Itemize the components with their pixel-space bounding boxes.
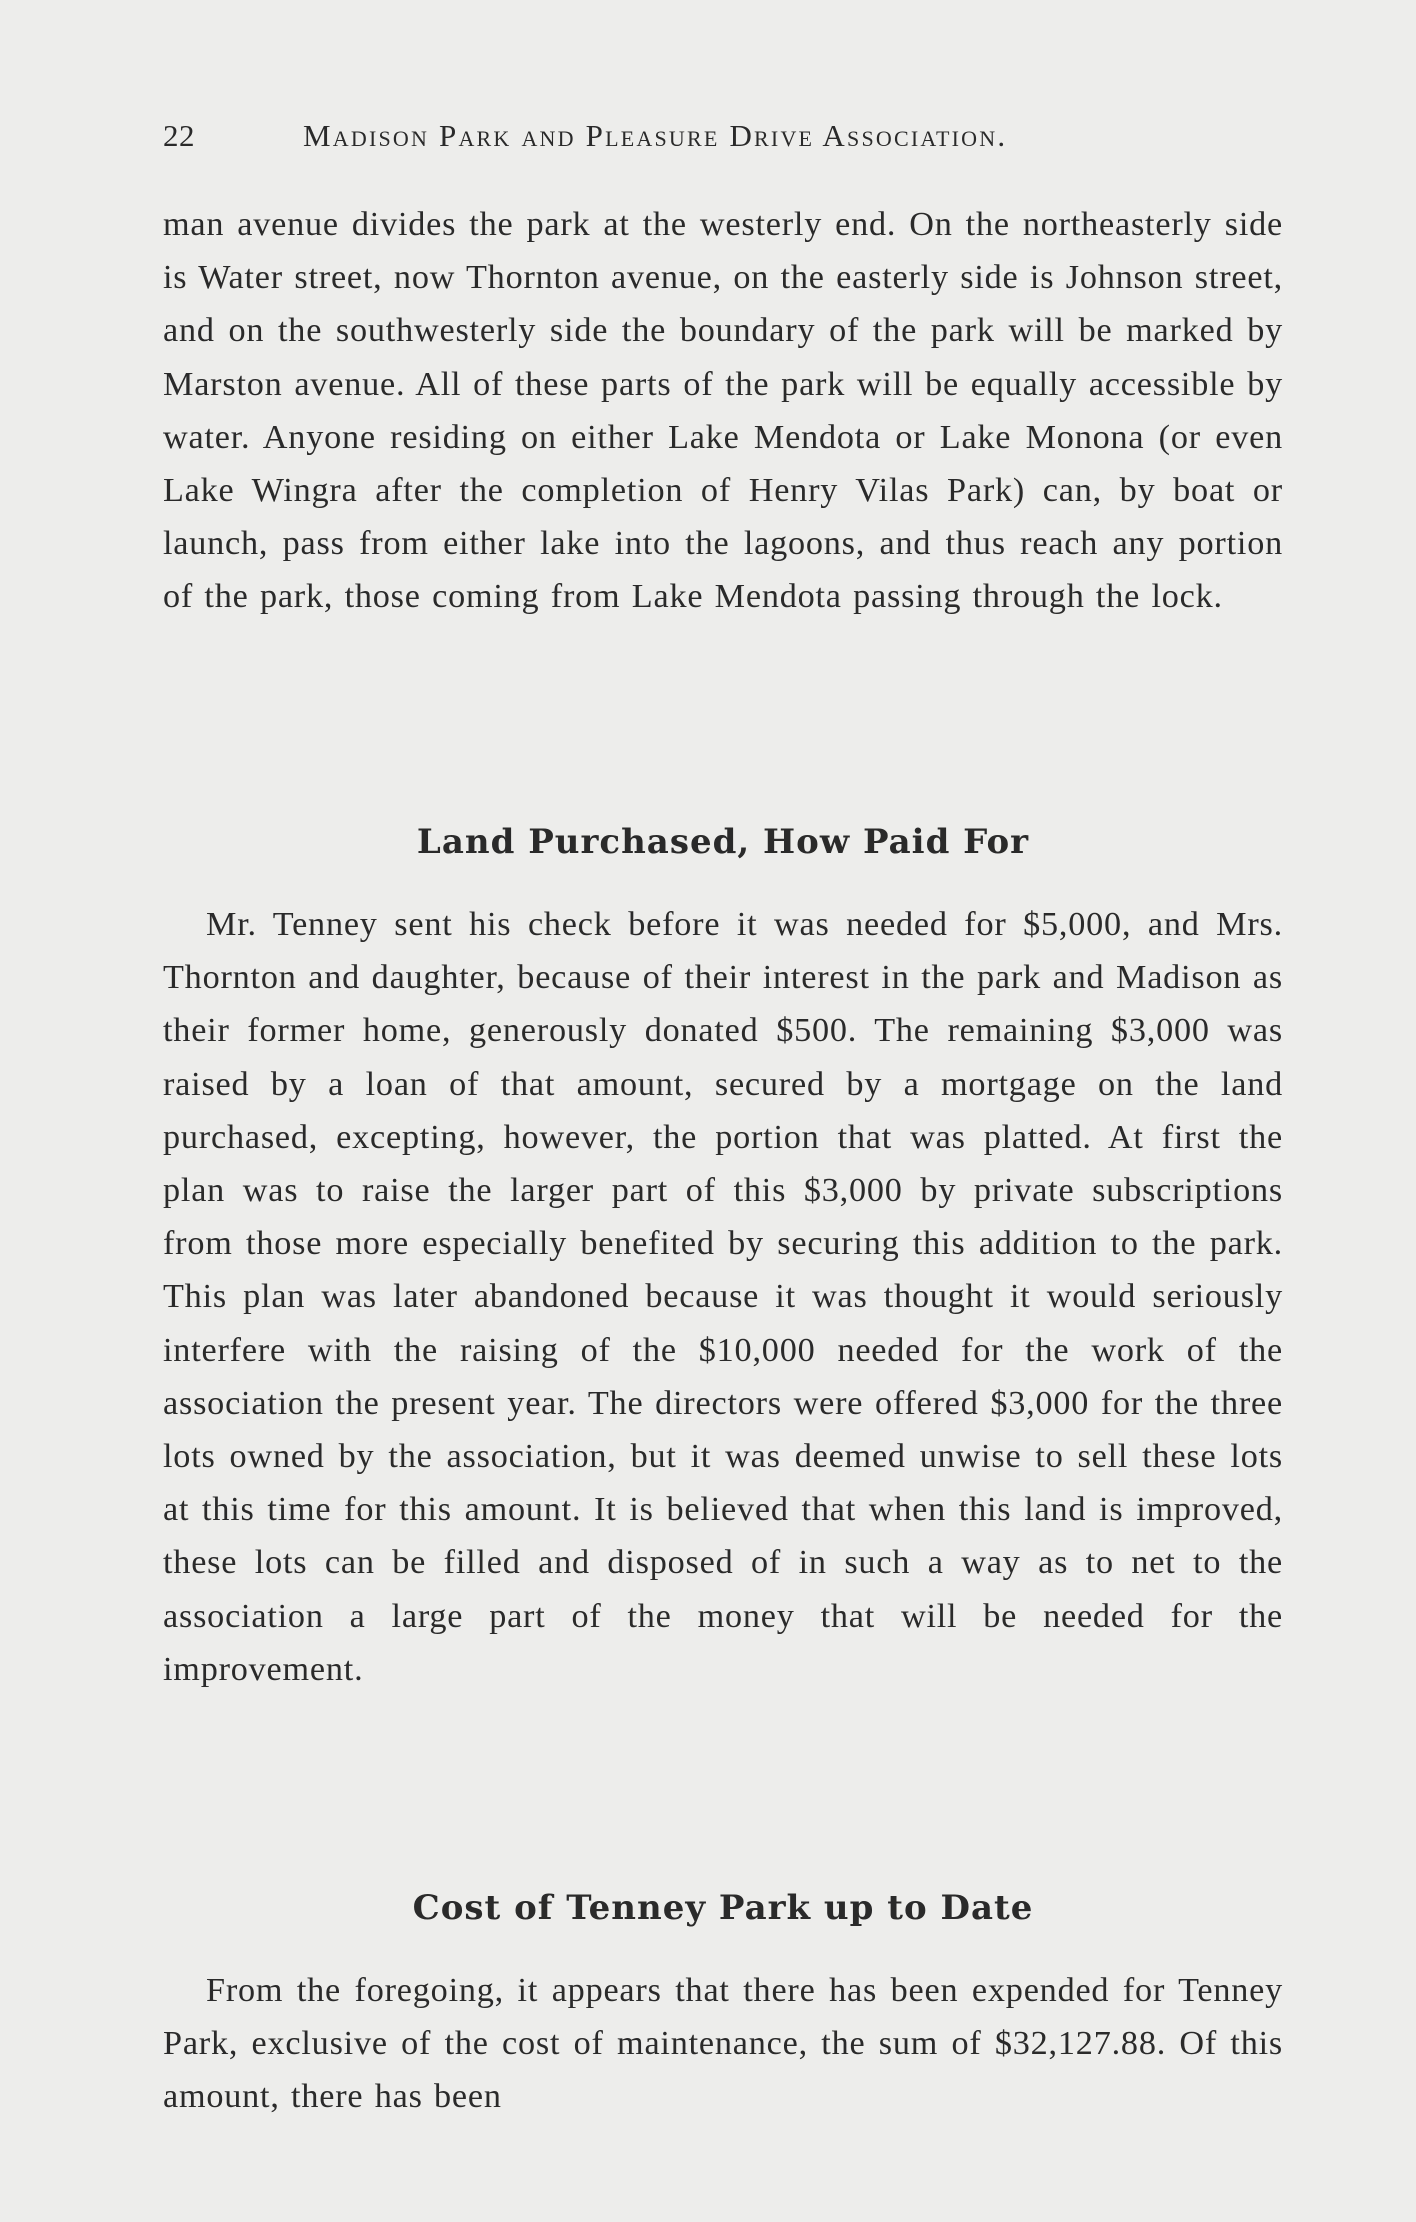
section-heading-land-purchased: Land Purchased, How Paid For (416, 822, 1030, 862)
page-number: 22 (163, 118, 195, 153)
paragraph-cost: From the foregoing, it appears that there has been expended for Tenney Park, exclusive of the cost of maintenance, the sum of $32,127.88. Of this amount, there has been (163, 1972, 1283, 2116)
running-head-title: Madison Park and Pleasure Drive Association. (303, 118, 1008, 153)
paragraph-continued: man avenue divides the park at the westerly end. On the northeasterly side is Water street, now Thornton avenue, on the easterly side is Johnson street, and on the southwesterly side the boundary of the park will be marked by Marston avenue. All of these parts of the park will be equally accessible by water. Anyone residing on either Lake Mendota or Lake Monona (or even Lake Wingra after the completion of Henry Vilas Park) can, by boat or launch, pass from either lake into the lagoons, and thus reach any portion of the park, those coming from Lake Mendota passing through the lock. (163, 206, 1283, 616)
section-heading-cost-of-park: Cost of Tenney Park up to Date (412, 1888, 1034, 1928)
running-head (163, 118, 1283, 162)
paragraph-land-purchase: Mr. Tenney sent his check before it was needed for $5,000, and Mrs. Thornton and daughter, because of their interest in the park and Madison as their former home, generously donated $500. The remaining $3,000 was raised by a loan of that amount, secured by a mortgage on the land purchased, excepting, however, the portion that was platted. At first the plan was to raise the larger part of this $3,000 by private subscriptions from those more especially benefited by securing this addition to the park. This plan was later abandoned because it was thought it would seriously interfere with the raising of the $10,000 needed for the work of the association the present year. The directors were offered $3,000 for the three lots owned by the association, but it was deemed unwise to sell these lots at this time for this amount. It is believed that when this land is improved, these lots can be filled and disposed of in such a way as to net to the association a large part of the money that will be needed for the improvement. (163, 906, 1283, 1688)
